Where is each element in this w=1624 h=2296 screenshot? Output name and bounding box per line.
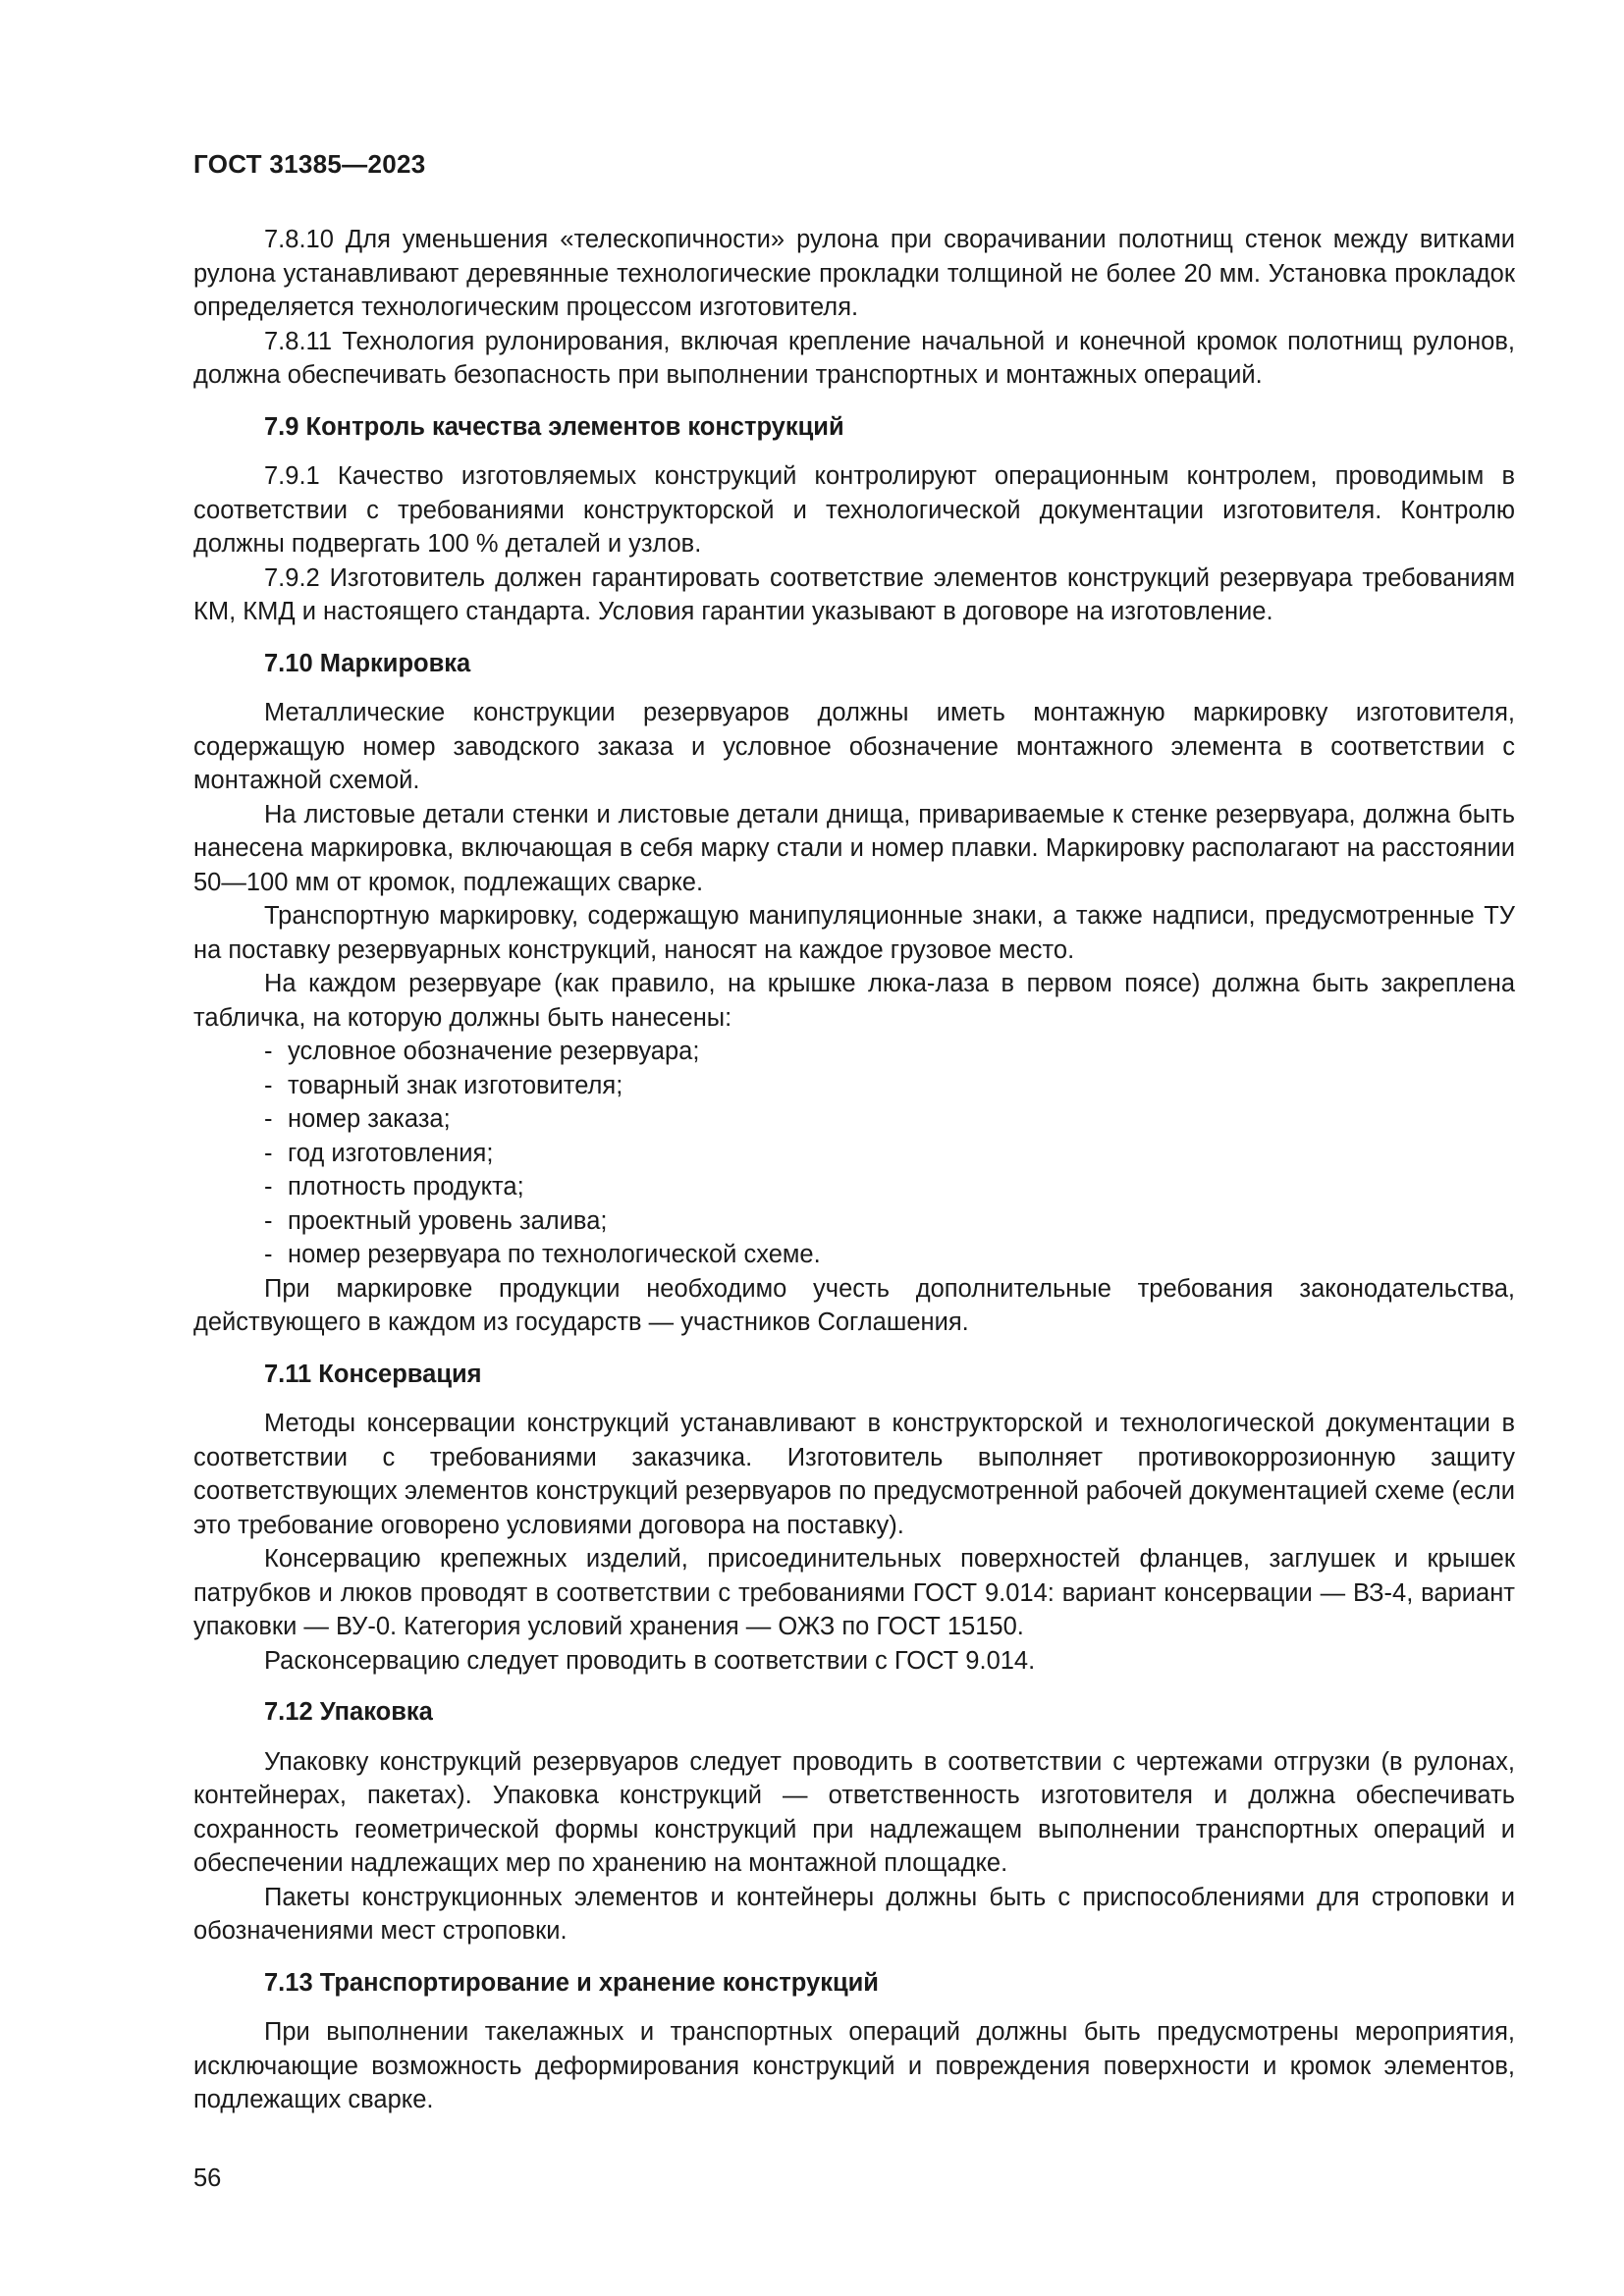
paragraph-7-8-11: 7.8.11 Технология рулонирования, включая крепление начальной и конечной кромок полотнищ рулонов, должна обеспечивать безопасность при выполнении транспортных и монтажных операций. [193,327,1515,389]
section-heading-7-13: 7.13 Транспортирование и хранение конструкций [264,1968,879,1997]
list-item: - номер заказа; [264,1102,1515,1137]
section-heading-7-11: 7.11 Консервация [264,1360,482,1388]
paragraph: При выполнении такелажных и транспортных операций должны быть предусмотрены мероприятия, исключающие возможность деформирования конструкций и повреждения поверхности и кромок элементов, подлежащих сварке. [193,2018,1515,2113]
section-heading-7-9: 7.9 Контроль качества элементов конструкций [264,412,844,441]
list-item: - номер резервуара по технологической схеме. [264,1238,1515,1272]
paragraph: Консервацию крепежных изделий, присоединительных поверхностей фланцев, заглушек и крышек патрубков и люков проводят в соответствии с требованиями ГОСТ 9.014: вариант консервации — ВЗ-4, вариант упаковки — ВУ-0. Категория условий хранения — ОЖЗ по ГОСТ 15150. [193,1545,1515,1640]
paragraph: Металлические конструкции резервуаров должны иметь монтажную маркировку изготовителя, содержащую номер заводского заказа и условное обозначение монтажного элемента в соответствии с монтажной схемой. [193,699,1515,794]
paragraph-7-9-1: 7.9.1 Качество изготовляемых конструкций контролируют операционным контролем, проводимым в соответствии с требованиями конструкторской и технологической документации изготовителя. Контролю должны подвергать 100 % деталей и узлов. [193,462,1515,558]
paragraph: Методы консервации конструкций устанавливают в конструкторской и технологической документации в соответствии с требованиями заказчика. Изготовитель выполняет противокоррозионную защиту соответствующих элементов конструкций резервуаров по предусмотренной рабочей документацией схеме (если это требование оговорено условиями договора на поставку). [193,1410,1515,1539]
list-item: - плотность продукта; [264,1170,1515,1204]
list-item: - год изготовления; [264,1137,1515,1171]
paragraph: Пакеты конструкционных элементов и контейнеры должны быть с приспособлениями для строповки и обозначениями мест строповки. [193,1883,1515,1945]
document-header: ГОСТ 31385—2023 [193,149,426,179]
list-item: - товарный знак изготовителя; [264,1069,1515,1103]
list-item: - условное обозначение резервуара; [264,1035,1515,1069]
paragraph: При маркировке продукции необходимо учесть дополнительные требования законодательства, действующего в каждом из государств — участников Соглашения. [193,1274,1515,1336]
paragraph: На листовые детали стенки и листовые детали днища, привариваемые к стенке резервуара, должна быть нанесена маркировка, включающая в себя марку стали и номер плавки. Маркировку располагают на расстоянии 50—100 мм от кромок, подлежащих сварке. [193,800,1515,896]
section-heading-7-12: 7.12 Упаковка [264,1698,433,1726]
document-body [193,223,1515,2117]
section-heading-7-10: 7.10 Маркировка [264,649,471,677]
paragraph: На каждом резервуаре (как правило, на крышке люка-лаза в первом поясе) должна быть закреплена табличка, на которую должны быть нанесены: [193,970,1515,1032]
paragraph: Расконсервацию следует проводить в соответствии с ГОСТ 9.014. [264,1646,1036,1675]
paragraph: Упаковку конструкций резервуаров следует проводить в соответствии с чертежами отгрузки (в рулонах, контейнерах, пакетах). Упаковка конструкций — ответственность изготовителя и должна обеспечивать сохранность геометрической формы конструкций при надлежащем выполнении транспортных операций и обеспечении надлежащих мер по хранению на монтажной площадке. [193,1747,1515,1877]
paragraph: Транспортную маркировку, содержащую манипуляционные знаки, а также надписи, предусмотренные ТУ на поставку резервуарных конструкций, наносят на каждое грузовое место. [193,902,1515,964]
page-number: 56 [193,2164,222,2192]
paragraph-7-9-2: 7.9.2 Изготовитель должен гарантировать соответствие элементов конструкций резервуара требованиям КМ, КМД и настоящего стандарта. Условия гарантии указывают в договоре на изготовление. [193,563,1515,625]
list-item: - проектный уровень залива; [264,1204,1515,1239]
paragraph-7-8-10: 7.8.10 Для уменьшения «телескопичности» рулона при сворачивании полотнищ стенок между витками рулона устанавливают деревянные технологические прокладки толщиной не более 20 мм. Установка прокладок определяется технологическим процессом изготовителя. [193,226,1515,321]
plate-contents-list [193,1035,1515,1272]
